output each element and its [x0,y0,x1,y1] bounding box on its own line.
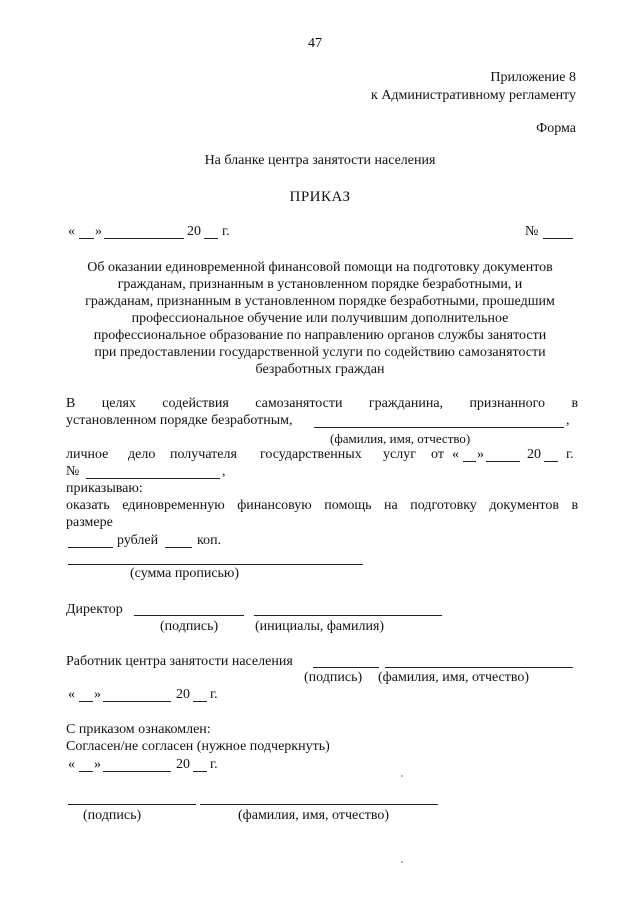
employment-worker-label: Работник центра занятости населения [66,654,293,669]
title-line: профессиональное обучение или получившим дополнительное [131,311,509,326]
word: на [384,498,398,513]
director-name-blank [254,615,442,616]
file-number-blank [86,478,220,479]
year-suffix: г. [222,224,230,239]
order-number-blank [543,238,573,239]
word: оказать [66,498,110,513]
date-open-quote: « [452,447,459,462]
letterhead-note: На бланке центра занятости населения [204,153,436,168]
day-blank [79,771,93,772]
year-prefix: 20 [176,687,190,702]
word: подготовку [410,498,477,513]
title-line: безработных граждан [255,362,385,377]
year-suffix: г. [210,757,218,772]
date-close-quote: » [477,447,484,462]
word: получателя [170,447,237,462]
sum-in-words-hint: (сумма прописью) [130,566,240,581]
word: В [66,396,76,411]
word: личное [66,447,109,462]
signature-hint: (подпись) [160,619,219,634]
year-prefix: 20 [527,447,541,462]
month-blank [103,771,171,772]
year-blank [204,238,218,239]
fio-hint: (фамилия, имя, отчество) [238,808,390,823]
rubles-label: рублей [117,533,159,548]
year-blank [544,461,558,462]
date-close-quote: » [94,687,101,702]
month-blank [104,238,184,239]
acquaint-signature-blank [68,804,196,805]
year-prefix: 20 [187,224,201,239]
year-suffix: г. [210,687,218,702]
kopecks-label: коп. [197,533,222,548]
date-open-quote: « [68,224,75,239]
title-line: при предоставлении государственной услуги по содействию самозанятости [94,345,546,360]
comma: , [222,464,226,479]
title-line: профессиональное образование по направлению органов службы занятости [93,328,547,343]
amount-label: размере [66,515,113,530]
kopecks-blank [165,547,192,548]
date-open-quote: « [68,757,75,772]
scan-speck [401,775,403,777]
month-blank [103,701,171,702]
director-signature-blank [134,615,244,616]
purpose-line [66,396,578,412]
day-blank [79,238,94,239]
agree-disagree-label: Согласен/не согласен (нужное подчеркнуть) [66,739,330,754]
word: дело [128,447,156,462]
word: помощь [324,498,372,513]
director-label: Директор [66,602,123,617]
number-sign: № [525,224,539,239]
fio-hint: (фамилия, имя, отчество) [378,670,530,685]
year-blank [193,771,207,772]
month-blank [486,461,520,462]
date-open-quote: « [68,687,75,702]
comma: , [566,413,570,428]
scan-speck [401,861,403,863]
worker-signature-blank [313,667,379,668]
worker-name-blank [385,667,573,668]
order-verb: приказываю: [66,481,143,496]
title-line: гражданам, признанным в установленном порядке безработными, прошедшим [85,294,555,309]
word: в [571,498,579,513]
signature-hint: (подпись) [83,808,142,823]
day-blank [463,461,476,462]
date-close-quote: » [95,224,102,239]
rubles-blank [68,547,113,548]
word: целях [101,396,136,411]
citizen-name-blank [314,427,564,428]
title-line: Об оказании единовременной финансовой помощи на подготовку документов [87,260,553,275]
file-number-sign: № [66,464,80,479]
form-label: Форма [536,121,576,136]
day-blank [79,701,93,702]
year-suffix: г. [566,447,574,462]
acquainted-label: С приказом ознакомлен: [66,722,211,737]
appendix-regulation: к Административному регламенту [371,88,576,103]
title-line: гражданам, признанным в установленном порядке безработными, и [117,277,523,292]
word: гражданина, [368,396,444,411]
page-number: 47 [308,36,322,51]
fio-hint: (фамилия, имя, отчество) [330,431,471,446]
word: финансовую [237,498,312,513]
word: документов [489,498,559,513]
year-blank [193,701,207,702]
doc-type-title: ПРИКАЗ [289,189,351,205]
assistance-line [66,498,578,514]
date-close-quote: » [94,757,101,772]
word: единовременную [122,498,225,513]
word: в [571,396,579,411]
initials-name-hint: (инициалы, фамилия) [255,619,385,634]
sum-in-words-blank [68,564,363,565]
word: самозанятости [255,396,343,411]
word: содействия [162,396,229,411]
word: государственных [260,447,362,462]
word: признанного [469,396,546,411]
appendix-label: Приложение 8 [490,70,576,85]
signature-hint: (подпись) [304,670,363,685]
year-prefix: 20 [176,757,190,772]
word: услуг [383,447,416,462]
acquaint-name-blank [200,804,438,805]
word: от [431,447,444,462]
purpose-line-2: установленном порядке безработным, [66,413,293,428]
